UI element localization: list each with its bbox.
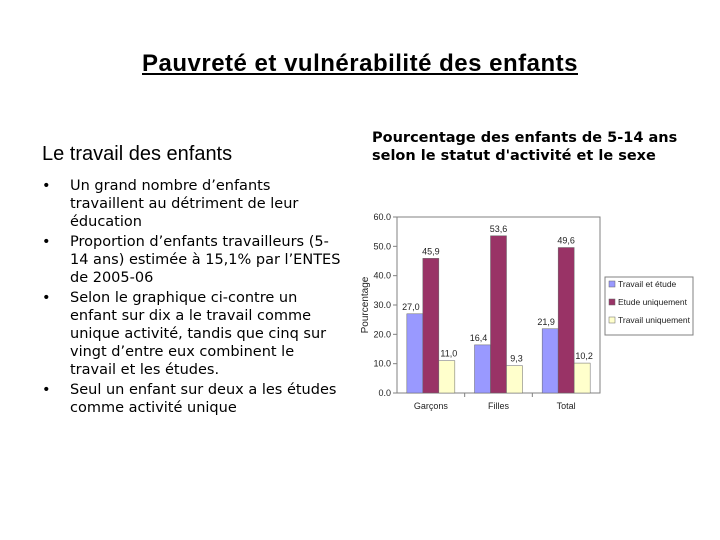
data-label: 21,9 xyxy=(537,316,555,327)
legend-swatch xyxy=(609,281,615,287)
bullet-dot: • xyxy=(42,290,51,306)
y-tick-label: 20.0 xyxy=(373,329,391,340)
legend-swatch xyxy=(609,317,615,323)
data-label: 9,3 xyxy=(510,353,523,364)
legend-swatch xyxy=(609,299,615,305)
legend-label: Etude uniquement xyxy=(618,297,687,307)
bullet-item xyxy=(42,381,342,417)
slide-title: Pauvreté et vulnérabilité des enfants xyxy=(142,50,578,77)
bullet-item xyxy=(42,289,342,379)
bar xyxy=(507,366,523,393)
bar xyxy=(423,258,439,393)
bullet-dot: • xyxy=(42,382,51,398)
bar xyxy=(491,236,507,393)
category-label: Garçons xyxy=(413,401,448,411)
chart-heading: Pourcentage des enfants de 5-14 ans selon le statut d'activité et le sexe xyxy=(372,130,678,164)
bullet-dot: • xyxy=(42,234,51,250)
y-tick-label: 0.0 xyxy=(378,388,391,398)
y-axis-label: Pourcentage xyxy=(360,276,371,334)
y-tick-label: 50.0 xyxy=(373,241,391,252)
data-label: 45,9 xyxy=(422,246,440,257)
bullet-dot: • xyxy=(42,178,51,194)
bar xyxy=(475,345,491,393)
bar xyxy=(407,314,423,393)
data-label: 16,4 xyxy=(469,332,488,343)
bar-chart xyxy=(355,205,700,425)
bullet-list xyxy=(42,177,342,419)
y-tick-label: 30.0 xyxy=(373,300,391,310)
bullet-item xyxy=(42,177,342,231)
bar xyxy=(558,248,574,393)
left-heading: Le travail des enfants xyxy=(42,143,233,165)
bullet-text: Un grand nombre d’enfants travaillent au détriment de leur éducation xyxy=(70,178,299,230)
legend-label: Travail uniquement xyxy=(618,315,690,325)
data-label: 49,6 xyxy=(557,235,575,246)
y-tick-label: 10.0 xyxy=(373,358,391,369)
bullet-text: Proportion d’enfants travailleurs (5-14 ans) estimée à 15,1% par l’ENTES de 2005-06 xyxy=(70,234,341,286)
bullet-text: Seul un enfant sur deux a les études comme activité unique xyxy=(70,382,337,416)
category-label: Filles xyxy=(487,401,510,411)
bar xyxy=(542,329,558,393)
data-label: 10,2 xyxy=(575,351,593,362)
data-label: 11,0 xyxy=(440,348,458,359)
y-tick-label: 40.0 xyxy=(373,270,391,281)
bar xyxy=(439,361,455,393)
bullet-item xyxy=(42,233,342,287)
data-label: 53,6 xyxy=(489,223,508,234)
y-tick-label: 60.0 xyxy=(373,212,391,222)
bullet-text: Selon le graphique ci-contre un enfant sur dix a le travail comme unique activité, tandis que cinq sur vingt d’entre eux combinent le travail et les études. xyxy=(70,290,327,378)
category-label: Total xyxy=(556,401,576,411)
bar xyxy=(574,363,590,393)
legend-label: Travail et étude xyxy=(618,279,677,289)
data-label: 27,0 xyxy=(402,301,420,312)
